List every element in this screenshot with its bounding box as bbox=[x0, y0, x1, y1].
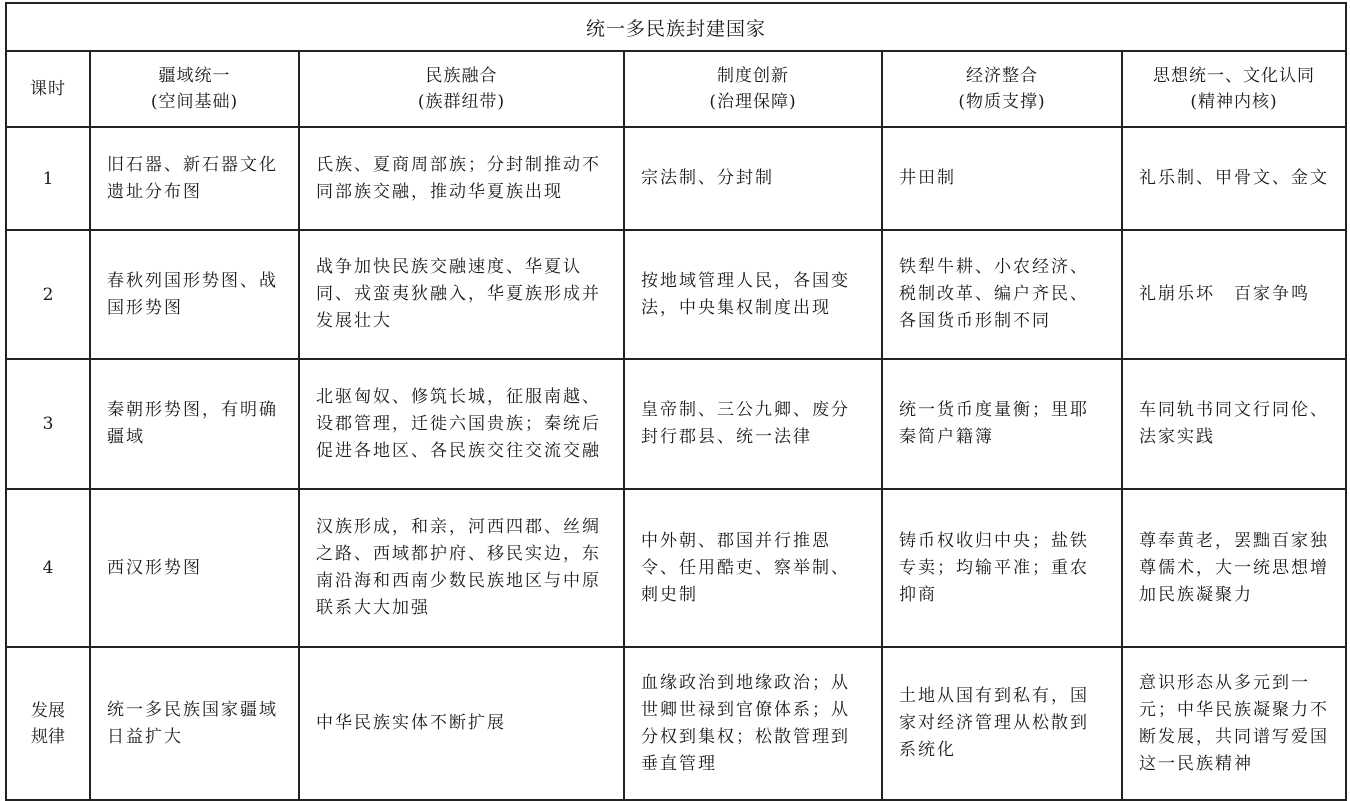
territory-cell: 秦朝形势图，有明确疆域 bbox=[90, 359, 299, 489]
header-economy-sub: (物质支撑) bbox=[958, 92, 1046, 112]
table-row bbox=[6, 489, 1346, 647]
lesson-number: 3 bbox=[6, 359, 90, 489]
ethnic-cell: 北驱匈奴、修筑长城，征服南越、设郡管理，迁徙六国贵族；秦统后促进各地区、各民族交往交流交融 bbox=[299, 359, 624, 489]
territory-cell: 春秋列国形势图、战国形势图 bbox=[90, 230, 299, 359]
title-row bbox=[6, 3, 1346, 51]
ethnic-cell: 战争加快民族交融速度、华夏认同、戎蛮夷狄融入，华夏族形成并发展壮大 bbox=[299, 230, 624, 359]
header-culture-sub: (精神内核) bbox=[1190, 92, 1278, 112]
ethnic-cell: 汉族形成，和亲，河西四郡、丝绸之路、西域都护府、移民实边，东南沿海和西南少数民族地区与中原联系大大加强 bbox=[299, 489, 624, 647]
header-system-sub: (治理保障) bbox=[709, 92, 797, 112]
economy-cell: 井田制 bbox=[882, 127, 1122, 230]
header-ethnic-sub: (族群纽带) bbox=[417, 92, 506, 112]
ethnic-cell: 氏族、夏商周部族；分封制推动不同部族交融，推动华夏族出现 bbox=[299, 127, 624, 230]
system-cell: 按地域管理人民，各国变法，中央集权制度出现 bbox=[624, 230, 882, 359]
header-territory-sub: (空间基础) bbox=[150, 92, 239, 112]
header-culture-title: 思想统一、文化认同 bbox=[1153, 66, 1316, 86]
system-cell: 宗法制、分封制 bbox=[624, 127, 882, 230]
lesson-number: 1 bbox=[6, 127, 90, 230]
header-culture bbox=[1122, 51, 1346, 127]
header-ethnic bbox=[299, 51, 624, 127]
table-row bbox=[6, 647, 1346, 800]
culture-cell: 尊奉黄老，罢黜百家独尊儒术，大一统思想增加民族凝聚力 bbox=[1122, 489, 1346, 647]
economy-cell: 铁犁牛耕、小农经济、税制改革、编户齐民、各国货币形制不同 bbox=[882, 230, 1122, 359]
header-lesson bbox=[6, 51, 90, 127]
territory-cell: 统一多民族国家疆域日益扩大 bbox=[90, 647, 299, 800]
header-system bbox=[624, 51, 882, 127]
lesson-number: 2 bbox=[6, 230, 90, 359]
header-system-title: 制度创新 bbox=[717, 66, 789, 86]
header-row bbox=[6, 51, 1346, 127]
summary-table bbox=[5, 2, 1347, 801]
culture-cell: 礼乐制、甲骨文、金文 bbox=[1122, 127, 1346, 230]
table-row bbox=[6, 359, 1346, 489]
table-title: 统一多民族封建国家 bbox=[6, 3, 1346, 51]
lesson-summary-line2: 规律 bbox=[31, 726, 65, 747]
header-territory-title: 疆域统一 bbox=[158, 66, 231, 86]
header-economy bbox=[882, 51, 1122, 127]
system-cell: 血缘政治到地缘政治；从世卿世禄到官僚体系；从分权到集权；松散管理到垂直管理 bbox=[624, 647, 882, 800]
header-economy-title: 经济整合 bbox=[966, 66, 1038, 86]
economy-cell: 铸币权收归中央；盐铁专卖；均输平准；重农抑商 bbox=[882, 489, 1122, 647]
economy-cell: 统一货币度量衡；里耶秦简户籍簿 bbox=[882, 359, 1122, 489]
table-row bbox=[6, 230, 1346, 359]
system-cell: 中外朝、郡国并行推恩令、任用酷吏、察举制、刺史制 bbox=[624, 489, 882, 647]
territory-cell: 旧石器、新石器文化遗址分布图 bbox=[90, 127, 299, 230]
territory-cell: 西汉形势图 bbox=[90, 489, 299, 647]
economy-cell: 土地从国有到私有，国家对经济管理从松散到系统化 bbox=[882, 647, 1122, 800]
ethnic-cell: 中华民族实体不断扩展 bbox=[299, 647, 624, 800]
culture-cell: 意识形态从多元到一元；中华民族凝聚力不断发展，共同谱写爱国这一民族精神 bbox=[1122, 647, 1346, 800]
header-lesson-label: 课时 bbox=[30, 79, 66, 99]
culture-cell: 车同轨书同文行同伦、法家实践 bbox=[1122, 359, 1346, 489]
system-cell: 皇帝制、三公九卿、废分封行郡县、统一法律 bbox=[624, 359, 882, 489]
header-territory bbox=[90, 51, 299, 127]
table-row bbox=[6, 127, 1346, 230]
lesson-summary-line1: 发展 bbox=[31, 700, 65, 721]
lesson-number: 4 bbox=[6, 489, 90, 647]
culture-cell: 礼崩乐坏 百家争鸣 bbox=[1122, 230, 1346, 359]
header-ethnic-title: 民族融合 bbox=[425, 66, 498, 86]
lesson-summary bbox=[6, 647, 90, 800]
